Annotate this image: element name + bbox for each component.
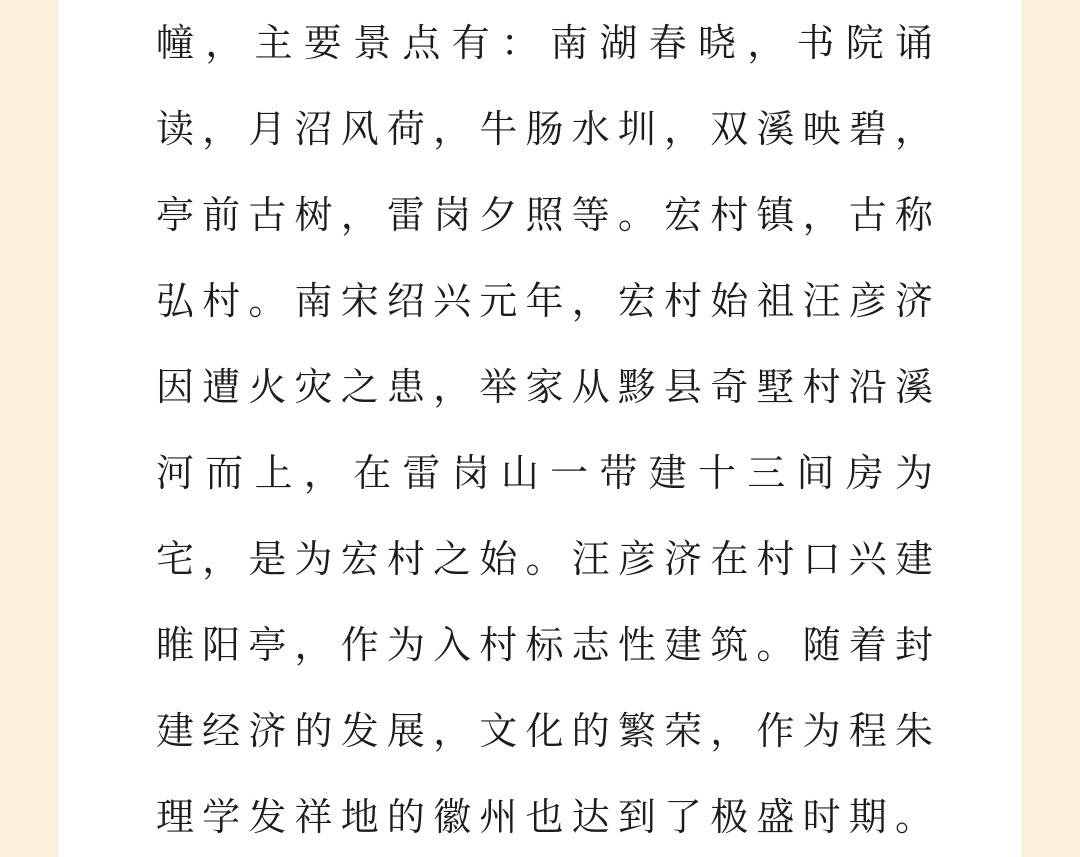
text-line: 建经济的发展，文化的繁荣，作为程朱 [156, 709, 936, 753]
text-line: 弘村。南宋绍兴元年，宏村始祖汪彦济 [156, 279, 936, 323]
text-line: 河而上，在雷岗山一带建十三间房为 [156, 451, 936, 495]
text-line: 读，月沼风荷，牛肠水圳，双溪映碧， [156, 107, 936, 151]
article-page [58, 0, 1022, 857]
text-line: 宅，是为宏村之始。汪彦济在村口兴建 [156, 537, 936, 581]
text-line: 理学发祥地的徽州也达到了极盛时期。 [156, 795, 936, 839]
text-line: 幢，主要景点有：南湖春晓，书院诵 [156, 21, 936, 65]
text-line: 亭前古树，雷岗夕照等。宏村镇，古称 [156, 193, 936, 237]
article-body [156, 0, 936, 857]
text-line: 因遭火灾之患，举家从黟县奇墅村沿溪 [156, 365, 936, 409]
text-line: 睢阳亭，作为入村标志性建筑。随着封 [156, 623, 936, 667]
